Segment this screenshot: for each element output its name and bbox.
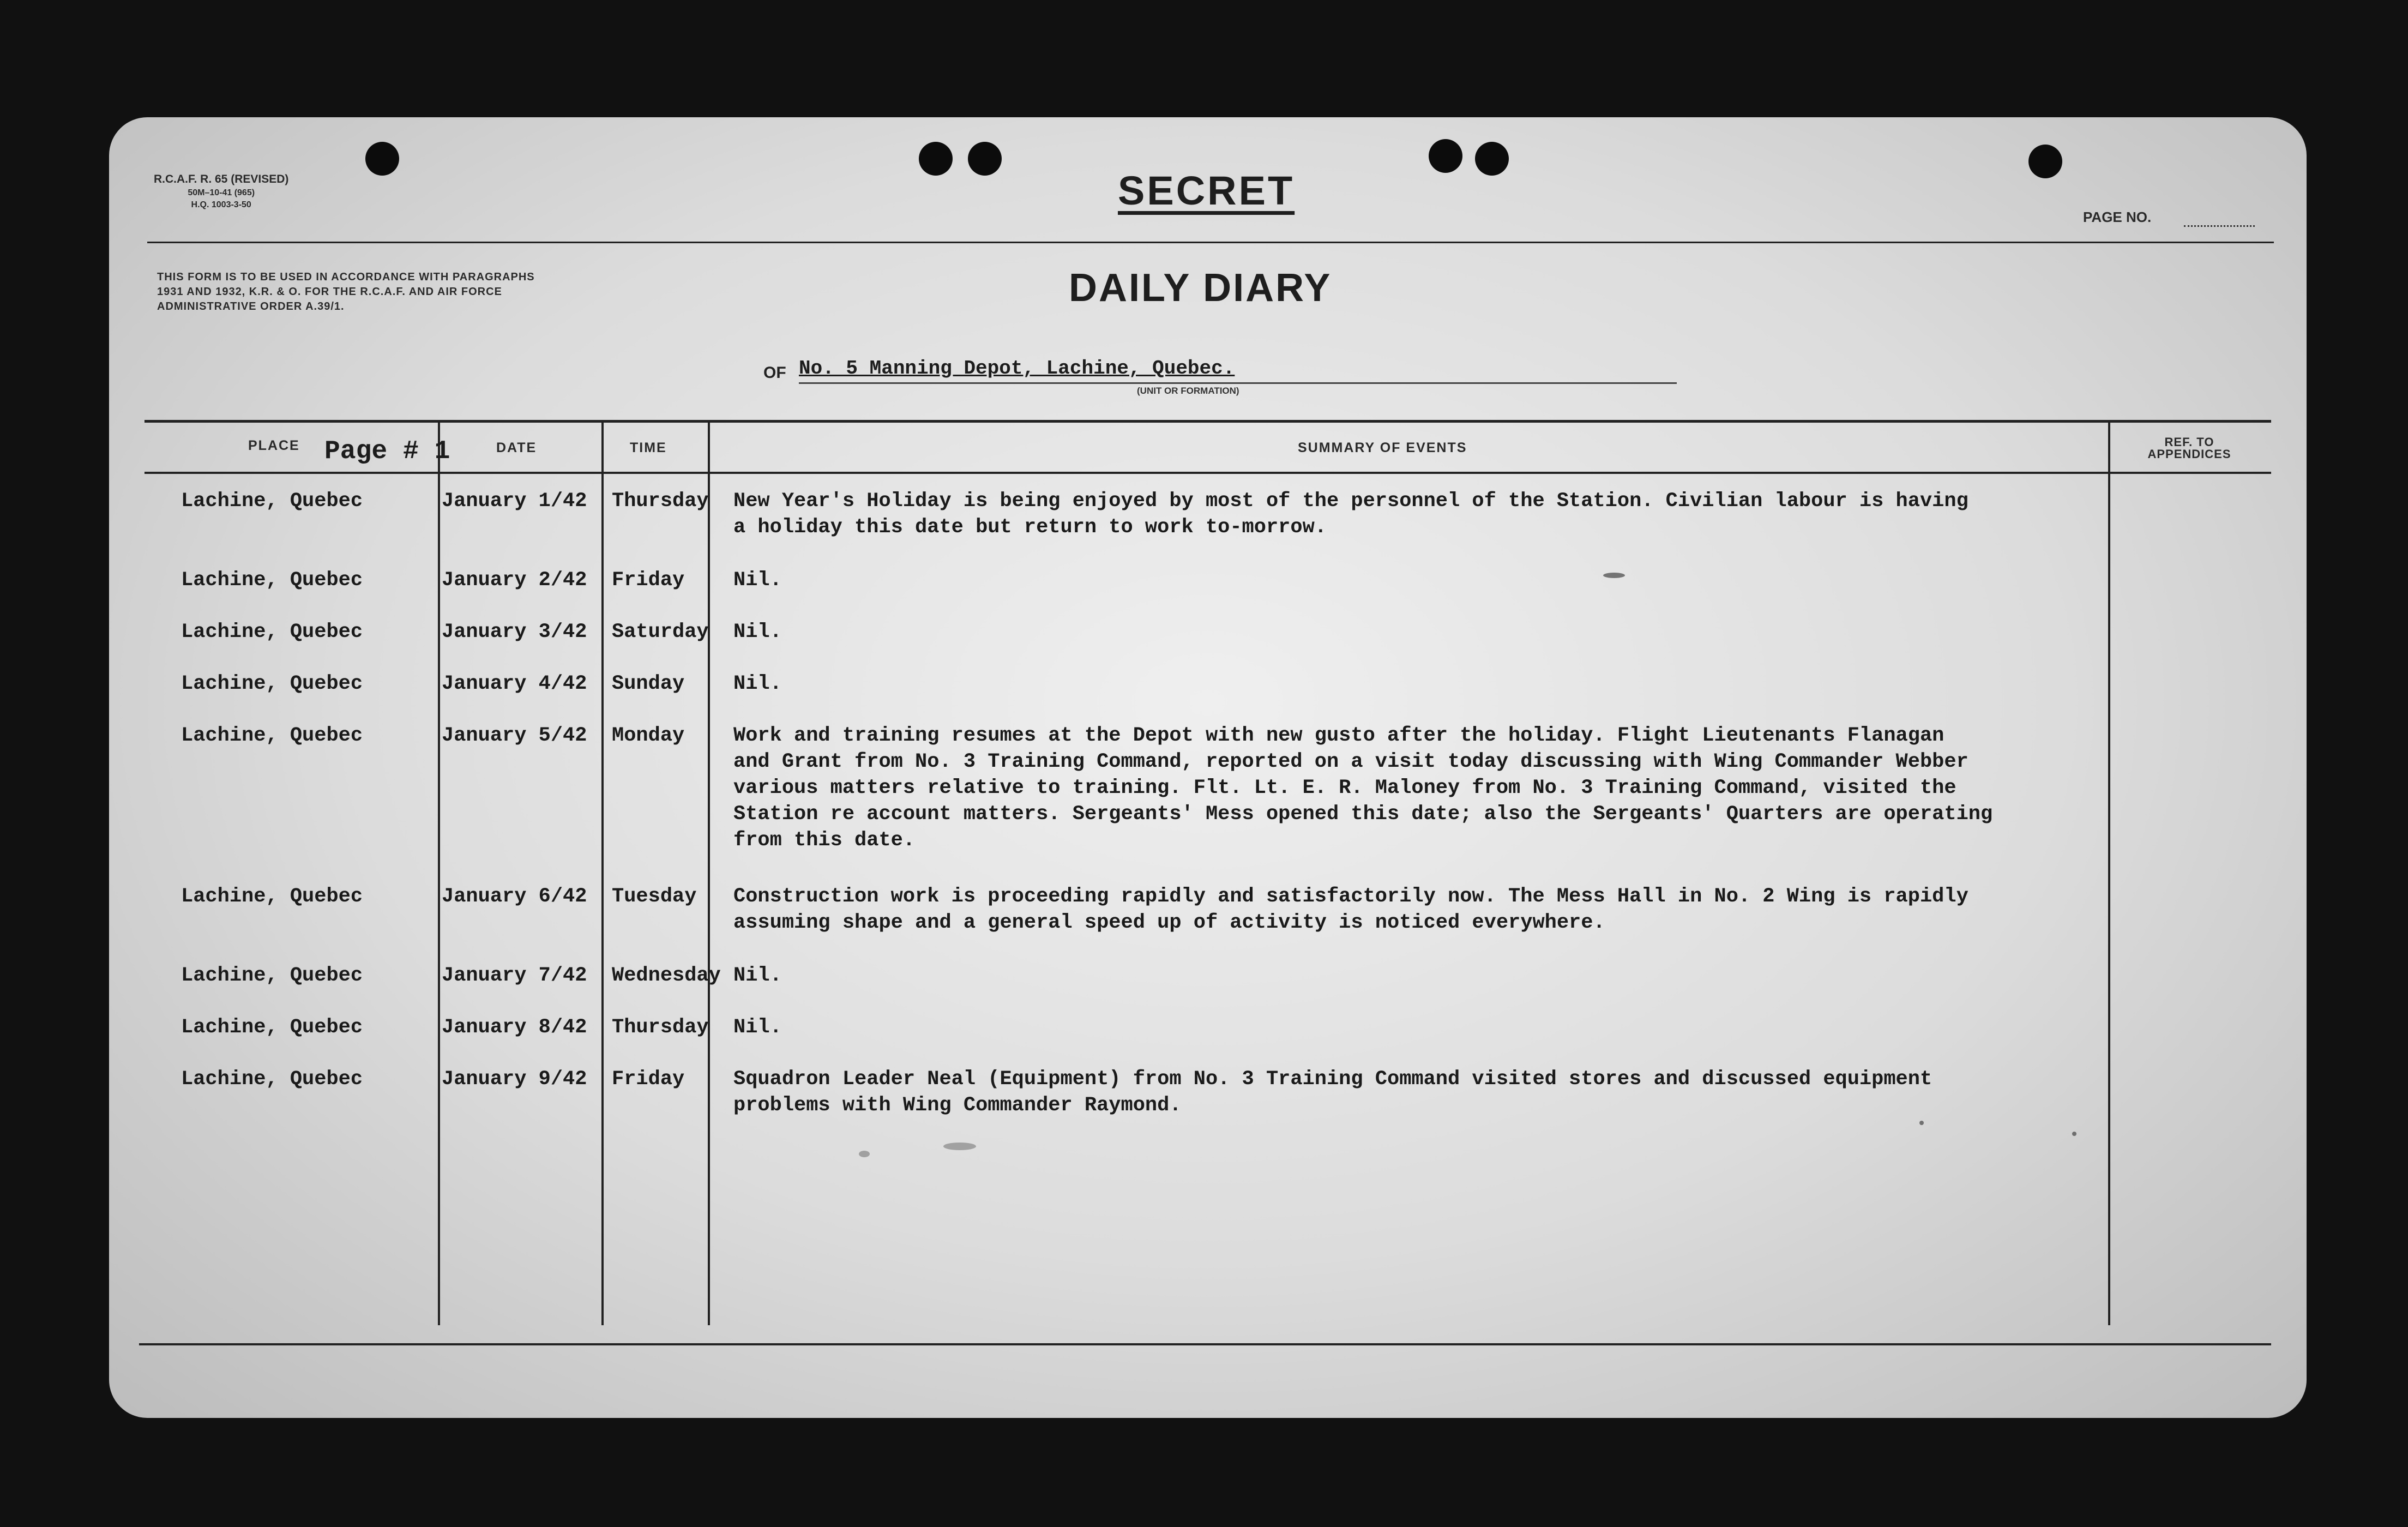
entry-date: January 6/42 <box>442 885 587 908</box>
table-head-rule <box>145 472 2271 474</box>
entry-place: Lachine, Quebec <box>181 621 363 644</box>
entry-place: Lachine, Quebec <box>181 569 363 592</box>
diary-card <box>109 117 2307 1418</box>
entry-summary: Construction work is proceeding rapidly and satisfactorily now. The Mess Hall in No. 2 Wing is rapidly assuming shape and a general speed up of activity is noticed everywhere. <box>733 885 1968 934</box>
entry-date: January 1/42 <box>442 490 587 513</box>
entry-summary: Nil. <box>733 964 782 987</box>
form-ref-line: 50M–10-41 (965) <box>188 188 255 197</box>
column-header-summary: SUMMARY OF EVENTS <box>1298 440 1467 455</box>
scan-speck <box>1603 573 1625 578</box>
entry-place: Lachine, Quebec <box>181 1068 363 1091</box>
entry-date: January 9/42 <box>442 1068 587 1091</box>
entry-place: Lachine, Quebec <box>181 964 363 987</box>
entry-place: Lachine, Quebec <box>181 1016 363 1039</box>
of-label: OF <box>763 364 786 382</box>
column-header-date: DATE <box>496 440 537 455</box>
punch-hole <box>365 142 399 176</box>
entry-place: Lachine, Quebec <box>181 672 363 695</box>
entry-day: Friday <box>612 1068 685 1091</box>
column-header-time: TIME <box>630 440 667 455</box>
entry-place: Lachine, Quebec <box>181 724 363 747</box>
scan-speck <box>943 1143 976 1150</box>
page-title: DAILY DIARY <box>1069 266 1332 310</box>
punch-hole <box>2028 145 2062 178</box>
column-divider <box>438 420 440 1325</box>
punch-hole <box>1429 139 1462 173</box>
punch-hole <box>1475 142 1509 176</box>
entry-summary: Work and training resumes at the Depot with new gusto after the holiday. Flight Lieutenants Flanagan and Grant from No. 3 Training Command, reported on a visit today discussing with Wing Commander Webber various matters relative to training. Flt. Lt. E. R. Maloney from No. 3 Training Command, visited the Station re account matters. Sergeants' Mess opened this date; also the Sergeants' Quarters are operating from this date. <box>733 724 1993 852</box>
entry-day: Friday <box>612 569 685 592</box>
column-divider <box>708 420 710 1325</box>
entry-date: January 4/42 <box>442 672 587 695</box>
header-rule <box>147 242 2274 243</box>
table-top-rule <box>145 420 2271 423</box>
scan-speck <box>859 1151 870 1157</box>
table-bottom-rule <box>139 1343 2271 1345</box>
scan-speck <box>1919 1121 1924 1125</box>
entry-summary: Squadron Leader Neal (Equipment) from No. 3 Training Command visited stores and discussed equipment problems with Wing Commander Raymond. <box>733 1068 1933 1117</box>
entry-day: Monday <box>612 724 685 747</box>
column-divider <box>2108 420 2110 1325</box>
form-ref-line: R.C.A.F. R. 65 (REVISED) <box>154 173 289 185</box>
entry-day: Sunday <box>612 672 685 695</box>
entry-summary: Nil. <box>733 569 782 592</box>
entry-summary: Nil. <box>733 1016 782 1039</box>
column-header-ref: REF. TO APPENDICES <box>2147 435 2231 461</box>
page-no-label: PAGE NO. <box>2083 209 2152 225</box>
entry-date: January 5/42 <box>442 724 587 747</box>
entry-day: Wednesday <box>612 964 721 987</box>
scan-speck <box>2072 1132 2076 1136</box>
form-reference <box>154 172 288 211</box>
entry-day: Thursday <box>612 1016 709 1039</box>
page-annotation: Page # 1 <box>324 437 450 466</box>
entry-day: Thursday <box>612 490 709 513</box>
entry-day: Saturday <box>612 621 709 644</box>
unit-caption: (UNIT OR FORMATION) <box>1137 386 1239 396</box>
entry-place: Lachine, Quebec <box>181 885 363 908</box>
entry-date: January 7/42 <box>442 964 587 987</box>
column-header-place: PLACE <box>248 438 300 453</box>
entry-summary: Nil. <box>733 672 782 695</box>
entry-summary: New Year's Holiday is being enjoyed by most of the personnel of the Station. Civilian labour is having a holiday this date but return to work to-morrow. <box>733 490 1968 539</box>
unit-underline <box>799 382 1677 384</box>
security-classification: SECRET <box>1118 168 1295 213</box>
page-no-line <box>2184 225 2255 227</box>
punch-hole <box>968 142 1002 176</box>
column-divider <box>601 420 604 1325</box>
punch-hole <box>919 142 953 176</box>
unit-name: No. 5 Manning Depot, Lachine, Quebec. <box>799 357 1235 380</box>
entry-date: January 3/42 <box>442 621 587 644</box>
form-usage-note: THIS FORM IS TO BE USED IN ACCORDANCE WITH PARAGRAPHS 1931 AND 1932, K.R. & O. FOR THE R.C.A.F. AND AIR FORCE ADMINISTRATIVE ORDER A.39/1. <box>157 271 535 312</box>
entry-summary: Nil. <box>733 621 782 644</box>
entry-place: Lachine, Quebec <box>181 490 363 513</box>
form-ref-line: H.Q. 1003-3-50 <box>191 200 251 209</box>
entry-date: January 8/42 <box>442 1016 587 1039</box>
entry-day: Tuesday <box>612 885 697 908</box>
entry-date: January 2/42 <box>442 569 587 592</box>
